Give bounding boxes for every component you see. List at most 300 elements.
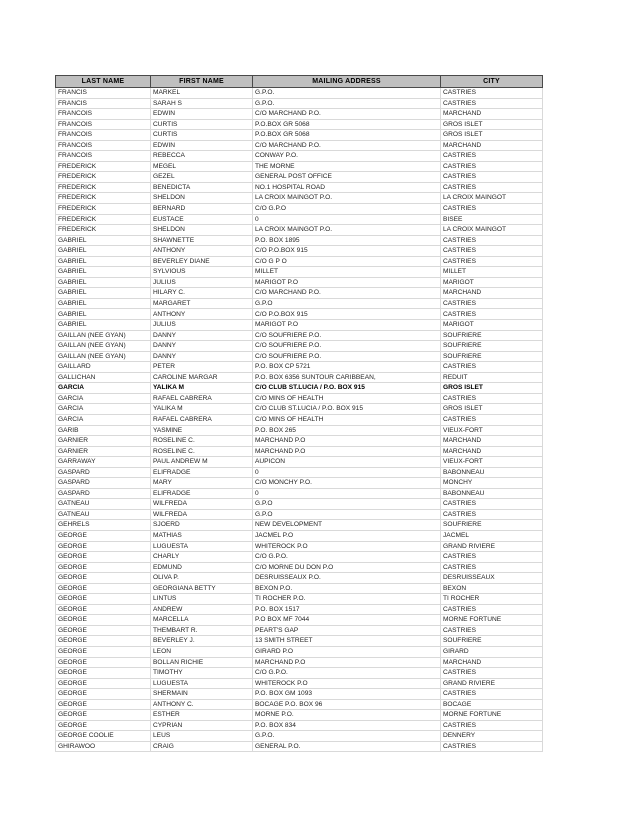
cell-last-name: FRANCOIS (56, 140, 151, 151)
cell-first-name: GEZEL (151, 172, 253, 183)
table-row (56, 615, 543, 626)
cell-city: CASTRIES (441, 161, 543, 172)
cell-first-name: JULIUS (151, 277, 253, 288)
cell-last-name: FRANCOIS (56, 151, 151, 162)
table-row (56, 594, 543, 605)
cell-mailing-address: 0 (253, 467, 441, 478)
table-row (56, 425, 543, 436)
cell-last-name: GARCIA (56, 383, 151, 394)
table-row (56, 657, 543, 668)
cell-mailing-address: P.O. BOX 1895 (253, 235, 441, 246)
cell-last-name: GEORGE (56, 720, 151, 731)
cell-last-name: GEORGE (56, 646, 151, 657)
table-row (56, 309, 543, 320)
cell-city: CASTRIES (441, 362, 543, 373)
cell-mailing-address: LA CROIX MAINGOT P.O. (253, 225, 441, 236)
cell-last-name: GARNIER (56, 436, 151, 447)
cell-mailing-address: C/O MARCHAND P.O. (253, 140, 441, 151)
cell-mailing-address: WHITEROCK P.O (253, 541, 441, 552)
cell-first-name: ROSELINE C. (151, 436, 253, 447)
cell-last-name: FREDERICK (56, 161, 151, 172)
cell-first-name: REBECCA (151, 151, 253, 162)
cell-city: CASTRIES (441, 88, 543, 99)
cell-first-name: LEUS (151, 731, 253, 742)
cell-mailing-address: C/O MINS OF HEALTH (253, 393, 441, 404)
table-row (56, 573, 543, 584)
cell-city: MORNE FORTUNE (441, 615, 543, 626)
cell-first-name: TIMOTHY (151, 668, 253, 679)
cell-city: CASTRIES (441, 309, 543, 320)
cell-mailing-address: C/O MINS OF HEALTH (253, 414, 441, 425)
cell-city: GIRARD (441, 646, 543, 657)
cell-mailing-address: NO.1 HOSPITAL ROAD (253, 182, 441, 193)
cell-last-name: GABRIEL (56, 309, 151, 320)
cell-first-name: THEMBART R. (151, 625, 253, 636)
table-row (56, 288, 543, 299)
cell-mailing-address: G.P.O. (253, 98, 441, 109)
cell-mailing-address: PEART'S GAP (253, 625, 441, 636)
cell-mailing-address: DESRUISSEAUX P.O. (253, 573, 441, 584)
table-row (56, 404, 543, 415)
cell-last-name: GALLICHAN (56, 372, 151, 383)
cell-first-name: CRAIG (151, 741, 253, 752)
cell-first-name: SHELDON (151, 193, 253, 204)
cell-city: DESRUISSEAUX (441, 573, 543, 584)
cell-city: CASTRIES (441, 256, 543, 267)
mailing-list-table (55, 75, 543, 752)
cell-city: SOUFRIERE (441, 636, 543, 647)
cell-city: MARCHAND (441, 657, 543, 668)
cell-last-name: FRANCIS (56, 98, 151, 109)
cell-first-name: DANNY (151, 351, 253, 362)
cell-first-name: ROSELINE C. (151, 446, 253, 457)
cell-first-name: HILARY C. (151, 288, 253, 299)
table-row (56, 541, 543, 552)
table-row (56, 636, 543, 647)
cell-city: CASTRIES (441, 235, 543, 246)
cell-last-name: FREDERICK (56, 204, 151, 215)
cell-mailing-address: BEXON P.O. (253, 583, 441, 594)
cell-last-name: GEORGE (56, 530, 151, 541)
cell-city: GROS ISLET (441, 404, 543, 415)
cell-last-name: FRANCOIS (56, 130, 151, 141)
cell-last-name: GEORGE (56, 615, 151, 626)
cell-first-name: BEVERLEY J. (151, 636, 253, 647)
cell-city: GROS ISLET (441, 383, 543, 394)
cell-city: GRAND RIVIERE (441, 541, 543, 552)
cell-mailing-address: C/O SOUFRIERE P.O. (253, 330, 441, 341)
cell-city: CASTRIES (441, 741, 543, 752)
cell-first-name: BERNARD (151, 204, 253, 215)
cell-mailing-address: G.P.O (253, 509, 441, 520)
table-row (56, 372, 543, 383)
table-row (56, 330, 543, 341)
cell-city: CASTRIES (441, 172, 543, 183)
table-row (56, 88, 543, 99)
cell-mailing-address: MORNE P.O. (253, 710, 441, 721)
cell-city: LA CROIX MAINGOT (441, 225, 543, 236)
cell-mailing-address: G.P.O (253, 298, 441, 309)
header-city: CITY (441, 76, 543, 88)
cell-last-name: FREDERICK (56, 172, 151, 183)
cell-city: MONCHY (441, 478, 543, 489)
cell-first-name: PETER (151, 362, 253, 373)
cell-last-name: GAILLAN (NEE GYAN) (56, 341, 151, 352)
table-row (56, 246, 543, 257)
table-row (56, 193, 543, 204)
cell-city: LA CROIX MAINGOT (441, 193, 543, 204)
cell-city: MARCHAND (441, 436, 543, 447)
cell-city: CASTRIES (441, 414, 543, 425)
table-row (56, 436, 543, 447)
cell-mailing-address: C/O P.O.BOX 915 (253, 309, 441, 320)
cell-first-name: ANDREW (151, 604, 253, 615)
cell-last-name: GARNIER (56, 446, 151, 457)
cell-mailing-address: MARCHAND P.O (253, 446, 441, 457)
cell-first-name: WILFREDA (151, 499, 253, 510)
cell-city: BABONNEAU (441, 467, 543, 478)
cell-first-name: OLIVA P. (151, 573, 253, 584)
cell-mailing-address: P.O. BOX 265 (253, 425, 441, 436)
cell-first-name: EDWIN (151, 140, 253, 151)
cell-last-name: FRANCOIS (56, 119, 151, 130)
cell-mailing-address: G.P.O. (253, 731, 441, 742)
table-row (56, 214, 543, 225)
cell-mailing-address: G.P.O (253, 499, 441, 510)
table-header-row (56, 76, 543, 88)
cell-mailing-address: P.O. BOX 834 (253, 720, 441, 731)
cell-last-name: GABRIEL (56, 288, 151, 299)
cell-last-name: GEORGE (56, 552, 151, 563)
cell-city: MARCHAND (441, 446, 543, 457)
table-body (56, 88, 543, 752)
cell-city: CASTRIES (441, 552, 543, 563)
cell-first-name: CURTIS (151, 119, 253, 130)
cell-mailing-address: JACMEL P.O (253, 530, 441, 541)
cell-first-name: SHELDON (151, 225, 253, 236)
cell-last-name: GEORGE (56, 657, 151, 668)
cell-mailing-address: GENERAL POST OFFICE (253, 172, 441, 183)
cell-first-name: YALIKA M (151, 383, 253, 394)
cell-city: GROS ISLET (441, 119, 543, 130)
cell-city: SOUFRIERE (441, 520, 543, 531)
cell-last-name: GABRIEL (56, 277, 151, 288)
cell-last-name: GARIB (56, 425, 151, 436)
cell-last-name: GASPARD (56, 488, 151, 499)
cell-city: VIEUX-FORT (441, 425, 543, 436)
cell-city: CASTRIES (441, 562, 543, 573)
table-row (56, 552, 543, 563)
cell-last-name: GEORGE (56, 594, 151, 605)
cell-mailing-address: C/O MONCHY P.O. (253, 478, 441, 489)
cell-last-name: GASPARD (56, 478, 151, 489)
cell-last-name: GEORGE (56, 625, 151, 636)
cell-mailing-address: P.O. BOX GM 1093 (253, 689, 441, 700)
table-row (56, 362, 543, 373)
cell-last-name: GASPARD (56, 467, 151, 478)
table-row (56, 225, 543, 236)
cell-city: DENNERY (441, 731, 543, 742)
cell-mailing-address: C/O MARCHAND P.O. (253, 109, 441, 120)
cell-first-name: SYLVIOUS (151, 267, 253, 278)
cell-first-name: RAFAEL CABRERA (151, 414, 253, 425)
table-row (56, 98, 543, 109)
cell-mailing-address: C/O G.P.O. (253, 552, 441, 563)
table-row (56, 646, 543, 657)
header-mailing-address: MAILING ADDRESS (253, 76, 441, 88)
cell-city: GRAND RIVIERE (441, 678, 543, 689)
cell-last-name: GEORGE COOLIE (56, 731, 151, 742)
table-row (56, 530, 543, 541)
cell-first-name: SARAH S (151, 98, 253, 109)
cell-city: CASTRIES (441, 246, 543, 257)
cell-city: MARIGOT (441, 277, 543, 288)
cell-city: TI ROCHER (441, 594, 543, 605)
cell-first-name: ELIFRADGE (151, 467, 253, 478)
cell-first-name: DANNY (151, 330, 253, 341)
cell-mailing-address: LA CROIX MAINGOT P.O. (253, 193, 441, 204)
cell-city: SOUFRIERE (441, 330, 543, 341)
cell-first-name: JULIUS (151, 320, 253, 331)
cell-last-name: GARRAWAY (56, 457, 151, 468)
cell-first-name: SJOERD (151, 520, 253, 531)
table-row (56, 699, 543, 710)
table-row (56, 182, 543, 193)
cell-city: CASTRIES (441, 720, 543, 731)
table-row (56, 625, 543, 636)
cell-last-name: GEORGE (56, 699, 151, 710)
cell-last-name: GABRIEL (56, 235, 151, 246)
cell-mailing-address: MARIGOT P.O (253, 320, 441, 331)
cell-last-name: GATNEAU (56, 499, 151, 510)
cell-city: JACMEL (441, 530, 543, 541)
cell-first-name: EDMUND (151, 562, 253, 573)
cell-mailing-address: C/O MARCHAND P.O. (253, 288, 441, 299)
table-row (56, 678, 543, 689)
cell-last-name: GAILLAN (NEE GYAN) (56, 330, 151, 341)
cell-last-name: FREDERICK (56, 182, 151, 193)
cell-city: BABONNEAU (441, 488, 543, 499)
cell-first-name: ANTHONY C. (151, 699, 253, 710)
cell-last-name: GEORGE (56, 678, 151, 689)
cell-mailing-address: NEW DEVELOPMENT (253, 520, 441, 531)
cell-first-name: YASMINE (151, 425, 253, 436)
table-row (56, 689, 543, 700)
cell-mailing-address: P.O BOX MF 7044 (253, 615, 441, 626)
table-row (56, 668, 543, 679)
cell-last-name: GEORGE (56, 689, 151, 700)
table-row (56, 130, 543, 141)
cell-mailing-address: P.O. BOX CP 5721 (253, 362, 441, 373)
table-row (56, 446, 543, 457)
cell-city: MARCHAND (441, 140, 543, 151)
cell-mailing-address: MILLET (253, 267, 441, 278)
cell-city: CASTRIES (441, 182, 543, 193)
cell-last-name: FRANCIS (56, 88, 151, 99)
table-row (56, 351, 543, 362)
cell-last-name: GEORGE (56, 541, 151, 552)
cell-mailing-address: C/O SOUFRIERE P.O. (253, 341, 441, 352)
cell-city: CASTRIES (441, 604, 543, 615)
cell-first-name: LINTUS (151, 594, 253, 605)
cell-mailing-address: MARCHAND P.O (253, 657, 441, 668)
cell-first-name: SHERMAIN (151, 689, 253, 700)
table-row (56, 414, 543, 425)
table-row (56, 710, 543, 721)
table-row (56, 562, 543, 573)
cell-first-name: MATHIAS (151, 530, 253, 541)
cell-first-name: MARGARET (151, 298, 253, 309)
table-row (56, 720, 543, 731)
cell-first-name: MEGEL (151, 161, 253, 172)
cell-mailing-address: 0 (253, 214, 441, 225)
table-row (56, 119, 543, 130)
cell-city: MILLET (441, 267, 543, 278)
cell-city: MARCHAND (441, 288, 543, 299)
cell-mailing-address: THE MORNE (253, 161, 441, 172)
cell-first-name: BENEDICTA (151, 182, 253, 193)
cell-city: CASTRIES (441, 151, 543, 162)
cell-last-name: GARCIA (56, 414, 151, 425)
cell-city: VIEUX-FORT (441, 457, 543, 468)
cell-last-name: GARCIA (56, 393, 151, 404)
cell-mailing-address: TI ROCHER P.O. (253, 594, 441, 605)
cell-mailing-address: WHITEROCK P.O (253, 678, 441, 689)
cell-mailing-address: MARIGOT P.O (253, 277, 441, 288)
cell-first-name: PAUL ANDREW M (151, 457, 253, 468)
cell-last-name: GEORGE (56, 562, 151, 573)
cell-mailing-address: C/O P.O.BOX 915 (253, 246, 441, 257)
cell-last-name: GHIRAWOO (56, 741, 151, 752)
cell-city: BISEE (441, 214, 543, 225)
cell-mailing-address: C/O G.P.O. (253, 668, 441, 679)
cell-first-name: WILFREDA (151, 509, 253, 520)
header-first-name: FIRST NAME (151, 76, 253, 88)
table-row (56, 520, 543, 531)
cell-last-name: FREDERICK (56, 214, 151, 225)
cell-mailing-address: C/O G P O (253, 256, 441, 267)
cell-city: BEXON (441, 583, 543, 594)
table-row (56, 256, 543, 267)
cell-city: CASTRIES (441, 204, 543, 215)
cell-mailing-address: C/O G.P.O (253, 204, 441, 215)
cell-first-name: BEVERLEY DIANE (151, 256, 253, 267)
cell-last-name: GEORGE (56, 710, 151, 721)
cell-last-name: GABRIEL (56, 320, 151, 331)
cell-last-name: GAILLARD (56, 362, 151, 373)
cell-last-name: GEORGE (56, 573, 151, 584)
cell-first-name: LUGUESTA (151, 541, 253, 552)
cell-city: CASTRIES (441, 393, 543, 404)
cell-first-name: ELIFRADGE (151, 488, 253, 499)
cell-last-name: GEORGE (56, 583, 151, 594)
table-row (56, 731, 543, 742)
cell-last-name: GABRIEL (56, 298, 151, 309)
table-row (56, 277, 543, 288)
table-row (56, 509, 543, 520)
cell-city: CASTRIES (441, 509, 543, 520)
cell-city: SOUFRIERE (441, 341, 543, 352)
cell-first-name: SHAWNETTE (151, 235, 253, 246)
cell-first-name: CAROLINE MARGAR (151, 372, 253, 383)
cell-mailing-address: GIRARD P.O (253, 646, 441, 657)
cell-last-name: FREDERICK (56, 225, 151, 236)
cell-mailing-address: C/O CLUB ST.LUCIA / P.O. BOX 915 (253, 383, 441, 394)
cell-city: CASTRIES (441, 689, 543, 700)
cell-first-name: ANTHONY (151, 309, 253, 320)
table-row (56, 320, 543, 331)
cell-first-name: DANNY (151, 341, 253, 352)
cell-city: MORNE FORTUNE (441, 710, 543, 721)
table-row (56, 109, 543, 120)
cell-last-name: GATNEAU (56, 509, 151, 520)
cell-mailing-address: C/O SOUFRIERE P.O. (253, 351, 441, 362)
cell-mailing-address: 13 SMITH STREET (253, 636, 441, 647)
cell-mailing-address: P.O. BOX 1517 (253, 604, 441, 615)
cell-first-name: YALIKA M (151, 404, 253, 415)
table-row (56, 478, 543, 489)
table-row (56, 499, 543, 510)
cell-mailing-address: G.P.O. (253, 88, 441, 99)
cell-first-name: GEORGIANA BETTY (151, 583, 253, 594)
table-row (56, 488, 543, 499)
cell-first-name: ANTHONY (151, 246, 253, 257)
cell-city: GROS ISLET (441, 130, 543, 141)
cell-last-name: GABRIEL (56, 246, 151, 257)
cell-mailing-address: P.O.BOX GR 5068 (253, 119, 441, 130)
cell-mailing-address: AUPICON (253, 457, 441, 468)
table-row (56, 298, 543, 309)
table-row (56, 204, 543, 215)
cell-last-name: GEHRELS (56, 520, 151, 531)
cell-first-name: CYPRIAN (151, 720, 253, 731)
cell-city: CASTRIES (441, 625, 543, 636)
cell-city: CASTRIES (441, 298, 543, 309)
cell-first-name: CHARLY (151, 552, 253, 563)
cell-last-name: GEORGE (56, 604, 151, 615)
table-row (56, 151, 543, 162)
cell-last-name: GEORGE (56, 636, 151, 647)
cell-first-name: LEON (151, 646, 253, 657)
cell-mailing-address: CONWAY P.O. (253, 151, 441, 162)
cell-mailing-address: C/O CLUB ST.LUCIA / P.O. BOX 915 (253, 404, 441, 415)
header-last-name: LAST NAME (56, 76, 151, 88)
cell-mailing-address: 0 (253, 488, 441, 499)
cell-last-name: GARCIA (56, 404, 151, 415)
cell-first-name: EDWIN (151, 109, 253, 120)
cell-city: MARCHAND (441, 109, 543, 120)
cell-first-name: CURTIS (151, 130, 253, 141)
cell-first-name: MARCELLA (151, 615, 253, 626)
table-row (56, 741, 543, 752)
cell-last-name: GAILLAN (NEE GYAN) (56, 351, 151, 362)
cell-first-name: MARY (151, 478, 253, 489)
cell-city: CASTRIES (441, 499, 543, 510)
cell-mailing-address: GENERAL P.O. (253, 741, 441, 752)
cell-last-name: GABRIEL (56, 267, 151, 278)
cell-mailing-address: C/O MORNE DU DON P.O (253, 562, 441, 573)
table-row (56, 140, 543, 151)
table-row (56, 383, 543, 394)
cell-mailing-address: P.O. BOX 6356 SUNTOUR CARIBBEAN, (253, 372, 441, 383)
table-row (56, 393, 543, 404)
cell-mailing-address: P.O.BOX GR 5068 (253, 130, 441, 141)
cell-last-name: FREDERICK (56, 193, 151, 204)
cell-city: CASTRIES (441, 668, 543, 679)
cell-first-name: LUGUESTA (151, 678, 253, 689)
cell-first-name: BOLLAN RICHIE (151, 657, 253, 668)
table-row (56, 467, 543, 478)
